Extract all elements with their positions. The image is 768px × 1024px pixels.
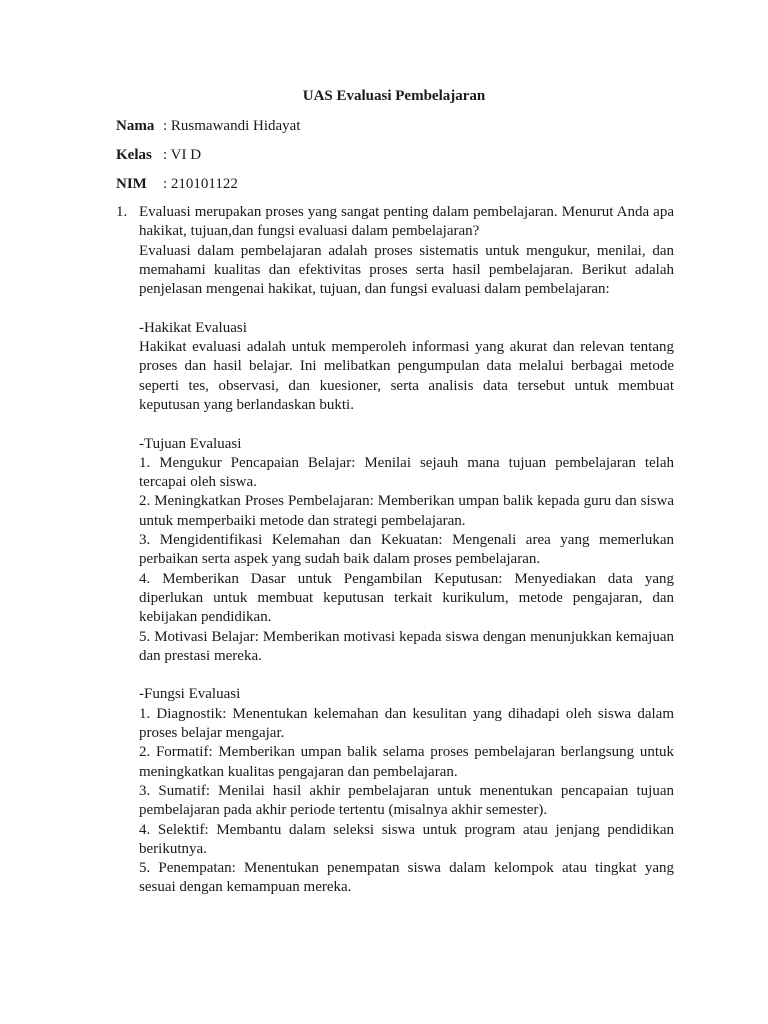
tujuan-item: 4. Memberikan Dasar untuk Pengambilan Keputusan: Menyediakan data yang diperlukan untuk membuat keputusan terkait kurikulum, metode pengajaran, dan kebijakan pendidikan.	[139, 570, 674, 626]
fungsi-item: 5. Penempatan: Menentukan penempatan siswa dalam kelompok atau tingkat yang sesuai dengan kemampuan mereka.	[139, 860, 674, 896]
field-label: Nama	[116, 118, 155, 134]
tujuan-item: 2. Meningkatkan Proses Pembelajaran: Memberikan umpan balik kepada guru dan siswa untuk memperbaiki metode dan strategi pembelajaran.	[139, 493, 674, 529]
field-label: Kelas	[116, 147, 152, 163]
fungsi-item: 1. Diagnostik: Menentukan kelemahan dan kesulitan yang dihadapi oleh siswa dalam proses belajar mengajar.	[139, 705, 674, 742]
fungsi-item: 2. Formatif: Memberikan umpan balik selama proses pembelajaran berlangsung untuk meningkatkan kualitas pengajaran dan pembelajaran.	[139, 744, 674, 780]
field-kelas	[116, 146, 201, 164]
field-label: NIM	[116, 176, 147, 192]
fungsi-item: 4. Selektif: Membantu dalam seleksi siswa untuk program atau jenjang pendidikan berikutnya.	[139, 821, 674, 857]
question-number: 1.	[116, 204, 128, 220]
hakikat-text: Hakikat evaluasi adalah untuk memperoleh informasi yang akurat dan relevan tentang proses dan hasil belajar. Ini melibatkan pengumpulan data melalui berbagai metode seperti tes, observasi, dan kuesioner, serta analisis data tersebut untuk membuat keputusan yang berlandaskan bukti.	[139, 339, 674, 413]
field-nim	[116, 175, 238, 193]
answer-intro: Evaluasi dalam pembelajaran adalah proses sistematis untuk mengukur, menilai, dan memahami kualitas dan efektivitas proses serta hasil pembelajaran. Berikut adalah penjelasan mengenai hakikat, tujuan, dan fungsi evaluasi dalam pembelajaran:	[139, 242, 674, 298]
tujuan-item: 3. Mengidentifikasi Kelemahan dan Kekuatan: Mengenali area yang memerlukan perbaikan serta aspek yang sudah baik dalam proses pembelajaran.	[139, 532, 674, 568]
field-value: : Rusmawandi Hidayat	[163, 118, 301, 134]
section-heading-tujuan: -Tujuan Evaluasi	[139, 435, 242, 452]
field-nama	[116, 117, 300, 135]
tujuan-item: 5. Motivasi Belajar: Memberikan motivasi kepada siswa dengan menunjukkan kemajuan dan prestasi mereka.	[139, 628, 674, 664]
answer-body	[139, 203, 674, 898]
field-value: : 210101122	[163, 176, 238, 192]
fungsi-item: 3. Sumatif: Menilai hasil akhir pembelajaran untuk menentukan pencapaian tujuan pembelajaran pada akhir periode tertentu (misalnya akhir semester).	[139, 782, 674, 819]
question-text: Evaluasi merupakan proses yang sangat penting dalam pembelajaran. Menurut Anda apa hakikat, tujuan,dan fungsi evaluasi dalam pembelajaran?	[139, 204, 674, 240]
section-heading-hakikat: -Hakikat Evaluasi	[139, 319, 247, 336]
section-heading-fungsi: -Fungsi Evaluasi	[139, 686, 241, 703]
tujuan-item: 1. Mengukur Pencapaian Belajar: Menilai sejauh mana tujuan pembelajaran telah tercapai oleh siswa.	[139, 454, 674, 491]
document-title: UAS Evaluasi Pembelajaran	[302, 88, 486, 104]
field-value: : VI D	[163, 147, 202, 163]
